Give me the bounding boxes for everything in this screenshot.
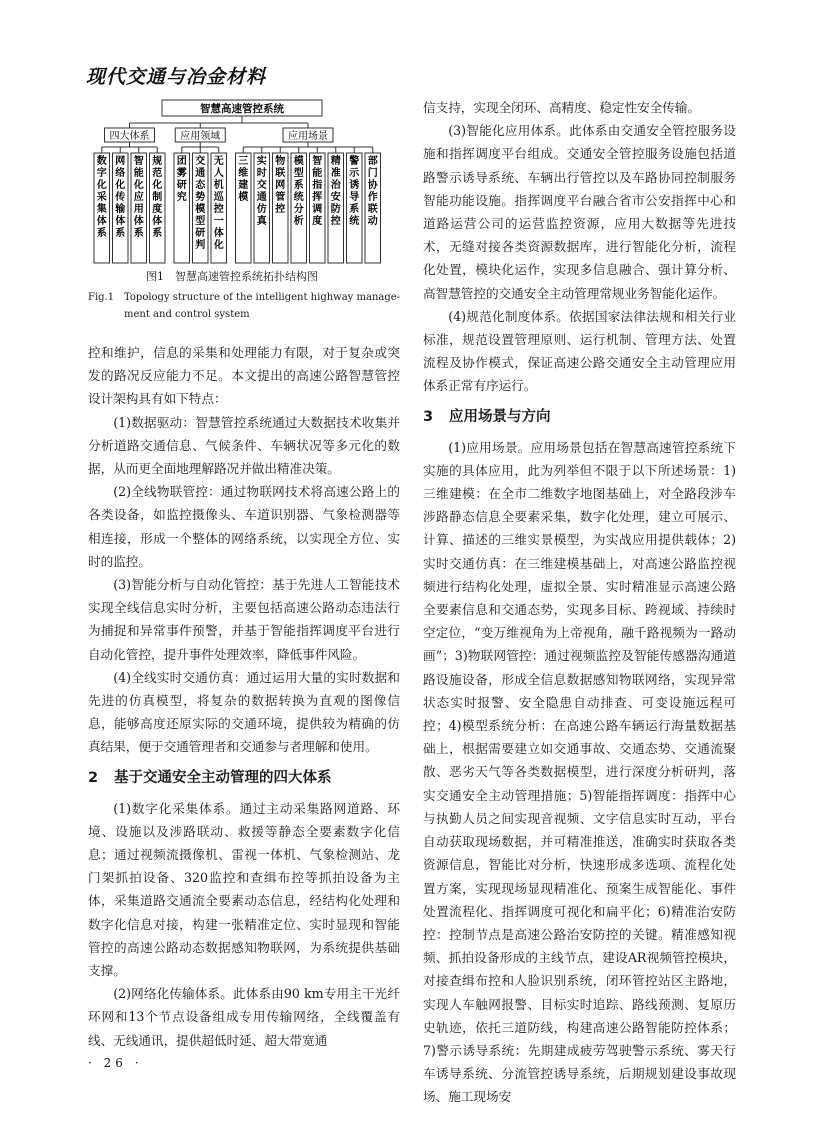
figure-caption-en-line1: Topology structure of the intelligent highway manage- — [124, 292, 401, 303]
leaf-label: 部门协作联动 — [367, 156, 378, 227]
section-title: 基于交通安全主动管理的四大体系 — [114, 769, 332, 786]
left-column — [88, 341, 400, 1052]
leaf-label: 交通态势模型研判 — [195, 156, 206, 251]
figure-caption-en-line2: ment and control system — [124, 309, 250, 320]
leaf-label: 实时交通仿真 — [256, 156, 267, 227]
paragraph: (2)全线物联管控：通过物联网技术将高速公路上的各类设备，如监控摄像头、车道识别器、气象检测器等相连接，形成一个整体的网络系统，以实现全方位、实时的监控。 — [88, 484, 400, 569]
paragraph: (3)智能分析与自动化管控：基于先进人工智能技术实现全线信息实时分析，主要包括高速公路动态违法行为捕捉和异常事件预警，并基于智能指挥调度平台进行自动化管控，提升事件处理效率，降低事件风险。 — [88, 577, 400, 662]
topology-figure — [91, 98, 395, 266]
section-title: 应用场景与方向 — [449, 408, 551, 425]
figure-label-en: Fig.1 — [88, 292, 115, 303]
paragraph: 控和维护，信息的采集和处理能力有限，对于复杂或突发的路况反应能力不足。本文提出的高速公路智慧管控设计架构具有如下特点： — [88, 345, 400, 407]
leaf-label: 智能指挥调度 — [312, 156, 323, 227]
page-number: · 26 · — [88, 1056, 143, 1070]
paragraph: (1)数据驱动：智慧管控系统通过大数据技术收集并分析道路交通信息、气候条件、车辆状况等多元化的数据，从而更全面地理解路况并做出精准决策。 — [88, 414, 400, 477]
leaf-label: 网络化传输体系 — [115, 156, 126, 239]
leaf-label: 无人机巡控一体化 — [213, 156, 224, 251]
section-number: 2 — [88, 769, 99, 786]
paragraph: (1)数字化采集体系。通过主动采集路网道路、环境、设施以及涉路联动、救援等静态全要素数字化信息；通过视频流摄像机、雷视一体机、气象检测站、龙门架抓拍设备、320监控和查缉布控等抓拍设备为主体，采集道路交通流全要素动态信息，经结构化处理和数字化信息对接，构建一张精准定位、实时显现和智能管控的高速公路动态数据感知物联网，为系统提供基础支撑。 — [88, 800, 400, 979]
paragraph: (4)规范化制度体系。依据国家法律法规和相关行业标准，规范设置管理原则、运行机制、管理方法、处置流程及协作模式，保证高速公路交通安全主动管理应用体系正常有序运行。 — [423, 308, 736, 394]
paragraph: (1)应用场景。应用场景包括在智慧高速管控系统下实施的具体应用，此为列举但不限于以下所述场景：1)三维建模：在全市二维数字地图基础上，对全路段涉车涉路静态信息全要素采集，数字化处理，建立可展示、计算、描述的三维实景模型，为实战应用提供载体；2)实时交通仿真：在三维建模基础上，对高速公路监控视频进行结构化处理，虚拟全景、实时精准显示高速公路全要素信息和交通态势，实现多目标、跨视域、持续时空定位，“变万维视角为上帝视角，融千路视频为一路动画”；3)物联网管控：通过视频监控及智能传感器沟通道路设施设备，形成全信息数据感知物联网络，实现异常状态实时报警、安全隐患自动排查、可变设施远程可控；4)模型系统分析：在高速公路车辆运行海量数据基础上，根据需要建立如交通事故、交通态势、交通流聚散、恶劣天气等各类数据模型，进行深度分析研判，落实交通安全主动管理措施；5)智能指挥调度：指挥中心与执勤人员之间实现音视频、文字信息实时互动，平台自动获取现场数据，并可精准推送，准确实时获取各类资源信息，智能比对分析，快速形成多选项、流程化处置方案，实现现场显现精准化、预案生成智能化、事件处置流程化、指挥调度可视化和扁平化；6)精准治安防控：控制节点是高速公路治安防控的关键。精准感知视频、抓拍设备形成的主线节点，建设AR视频管控模块，对接查缉布控和人脸识别系统，闭环管控站区主路地，实现人车触网报警、目标实时追踪、路线预测、复原历史轨迹，依托三道防线，构建高速公路智能防控体系；7)警示诱导系统：先期建成疲劳驾驶警示系统、雾天行车诱导系统、分流管控诱导系统，后期规划建设事故现场、施工现场安 — [423, 439, 736, 1105]
leaf-label: 团雾研究 — [176, 156, 187, 203]
section-heading — [88, 765, 400, 791]
paragraph: (4)全线实时交通仿真：通过运用大量的实时数据和先进的仿真模型，将复杂的数据转换为直观的图像信息，能够高度还原实际的交通环境，提供较为精确的仿真结果，便于交通管理者和交通参与者理解和使用。 — [88, 669, 400, 755]
group-label: 应用领域 — [180, 131, 221, 142]
paragraph: 信支持，实现全闭环、高精度、稳定性安全传输。 — [423, 100, 701, 115]
root-label: 智慧高速管控系统 — [200, 103, 284, 115]
leaf-label: 三维建模 — [238, 156, 249, 203]
section-number: 3 — [423, 408, 434, 425]
leaf-label: 数字化采集体系 — [96, 156, 107, 239]
group-label: 四大体系 — [109, 131, 150, 142]
journal-title: 现代交通与冶金材料 — [86, 66, 267, 88]
paragraph: (3)智能化应用体系。此体系由交通安全管控服务设施和指挥调度平台组成。交通安全管控服务设施包括道路警示诱导系统、车辆出行管控以及车路协同控制服务智能功能设施。指挥调度平台融合省市公安指挥中心和道路运营公司的运营监控资源，应用大数据等先进技术，无缝对接各类资源数据库，进行智能化分析，流程化处置，模块化运作，实现多信息融合、强计算分析、高智慧管控的交通安全主动管理常规业务智能化运作。 — [423, 123, 736, 301]
leaf-label: 智能化应用体系 — [133, 156, 144, 239]
leaf-label: 精准治安防控 — [330, 156, 341, 227]
section-heading — [423, 404, 736, 430]
leaf-label: 模型系统分析 — [293, 156, 304, 227]
leaf-label: 物联网管控 — [275, 156, 286, 215]
leaf-label: 规范化制度体系 — [152, 156, 163, 239]
right-column — [423, 96, 736, 1109]
figure-caption-cn: 图1 智慧高速管控系统拓扑结构图 — [146, 270, 318, 283]
group-label: 应用场景 — [288, 131, 328, 142]
figure-caption-en — [88, 289, 402, 323]
leaf-label: 警示诱导系统 — [349, 156, 360, 227]
paragraph: (2)网络化传输体系。此体系由90 km专用主干光纤环网和13个节点设备组成专用传输网络，全线覆盖有线、无线通讯，提供超低时延、超大带宽通 — [88, 986, 400, 1048]
